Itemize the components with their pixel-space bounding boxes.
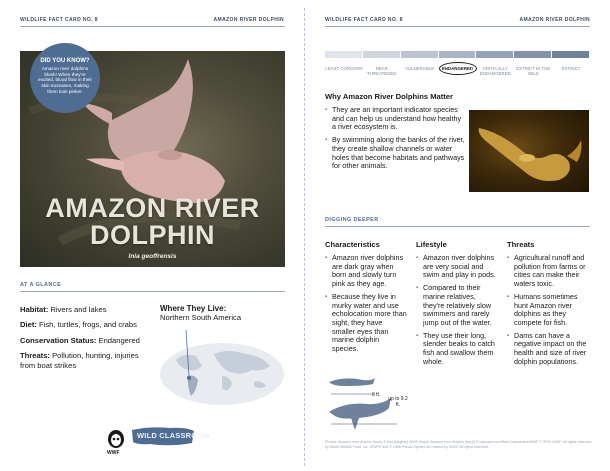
list-item: ▪ Compared to their marine relatives, they're relatively slow swimmers and rarely jump out of the water. [416, 284, 498, 328]
header-rule [20, 26, 285, 27]
list-item: ▪ They are an important indicator species and can help us understand how healthy a river ecosystem is. [325, 106, 465, 132]
wwf-panda-logo [107, 429, 125, 451]
where-they-live-value: Northern South America [160, 313, 242, 322]
status-scale-segment [439, 51, 476, 58]
list-item: ▪ Agricultural runoff and pollution from farms or cities can make their waters toxic. [507, 254, 590, 289]
status-scale-segment [552, 51, 589, 58]
characteristics-title: Characteristics [325, 240, 380, 249]
fact-value: Endangered [98, 335, 140, 345]
list-item: ▪ They use their long, slender beaks to catch fish and swallow them whole. [416, 332, 498, 367]
list-item: ▪ Dams can have a negative impact on the health and size of river dolphin populations. [507, 332, 590, 367]
hero-title-line1: AMAZON RIVER [45, 193, 260, 223]
threats-title: Threats [507, 240, 535, 249]
list-item: ▪ Because they live in murky water and use echolocation more than sight, they have smaller eyes than marine dolphin species. [325, 293, 407, 354]
scientific-name: Inia geoffrensis [128, 253, 177, 260]
characteristics-list [325, 254, 407, 358]
fact-label: Diet: [20, 320, 37, 330]
status-scale-segment [401, 51, 438, 58]
fact-diet [20, 320, 155, 329]
lifestyle-list [416, 254, 498, 370]
status-scale-segment [363, 51, 400, 58]
world-map [158, 326, 286, 406]
list-item: ▪ Humans sometimes hunt Amazon river dolphins as they compete for fish. [507, 293, 590, 328]
status-scale-label: EXTINCT [561, 66, 581, 71]
badge-text: Amazon river dolphins blush! When they're excited, blood flow in their skin increases, making them look pinker. [38, 66, 92, 94]
status-scale-label: VULNERABLE [405, 66, 435, 71]
status-scale-label: EXTINCT IN THE WILD [516, 66, 551, 77]
underwater-dolphin-illustration [469, 110, 589, 192]
where-they-live-title: Where They Live: [160, 304, 227, 313]
at-a-glance-label: AT A GLANCE [20, 282, 62, 288]
did-you-know-badge [30, 43, 100, 113]
status-scale-label: CRITICALLY ENDANGERED [479, 66, 511, 77]
status-scale-segment [514, 51, 551, 58]
status-scale-segment [325, 51, 362, 58]
list-item: ▪ Amazon river dolphins are dark gray when born and slowly turn pink as they age. [325, 254, 407, 289]
page-divider [304, 8, 305, 466]
card-number-header: WILDLIFE FACT CARD NO. 8 [325, 17, 403, 23]
digging-deeper-rule [325, 226, 590, 227]
status-scale-label: ENDANGERED [441, 66, 474, 71]
fact-conservation-status [20, 336, 155, 345]
fact-threats [20, 351, 155, 370]
digging-deeper-label: DIGGING DEEPER [325, 217, 379, 223]
lifestyle-title: Lifestyle [416, 240, 447, 249]
list-item: ▪ Amazon river dolphins are very social and swim and play in pods. [416, 254, 498, 280]
why-matter-title: Why Amazon River Dolphins Matter [325, 92, 453, 101]
fact-label: Conservation Status: [20, 335, 97, 345]
status-scale-segment [476, 51, 513, 58]
hero-title-line2: DOLPHIN [90, 220, 215, 250]
threats-list [507, 254, 590, 370]
list-item: ▪ By swimming along the banks of the river, they create shallow channels or water holes that become habitats and pathways for other animals. [325, 136, 465, 171]
fact-habitat [20, 305, 155, 314]
wild-classroom-text: WILD CLASSROOM [137, 431, 210, 440]
human-size-label: 6 ft. [372, 392, 381, 398]
dolphin-photo-underwater [469, 110, 589, 192]
card-number-header: WILDLIFE FACT CARD NO. 8 [20, 17, 98, 23]
header-rule [325, 26, 590, 27]
fact-value: Pollution, hunting, injuries from boat strikes [20, 351, 139, 370]
current-status-marker [439, 62, 477, 75]
fact-label: Habitat: [20, 305, 49, 314]
fact-value: Rivers and lakes [50, 305, 107, 314]
facts-list [20, 305, 155, 376]
status-scale-label: NEAR THREATENED [367, 66, 397, 77]
at-a-glance-rule [20, 291, 285, 292]
status-scale-label: LEAST CONCERN [325, 66, 363, 71]
fact-value: Fish, turtles, frogs, and crabs [39, 320, 137, 330]
left-page [0, 0, 304, 471]
species-header: AMAZON RIVER DOLPHIN [213, 17, 284, 23]
why-matter-list [325, 106, 465, 175]
hero-title [20, 195, 285, 249]
species-header: AMAZON RIVER DOLPHIN [519, 17, 590, 23]
photo-credits: Photos: Amazon river dolphin (front) © Kay [illegible] WWF-Brazil; Amazon river dolphin (back) © naturepl.com/Mark Carwardine/WWF © 2024 WWF. All rights reserved by World Wildlife Fund, Inc. WWF® and © 1986 Panda Symbol are owned by WWF. All rights reserved. [325, 440, 592, 449]
fact-label: Threats: [20, 351, 50, 361]
badge-title: DID YOU KNOW? [40, 58, 90, 64]
wwf-logo-text: WWF [107, 450, 120, 456]
dolphin-size-label: up to 9.2 ft. [388, 396, 408, 408]
